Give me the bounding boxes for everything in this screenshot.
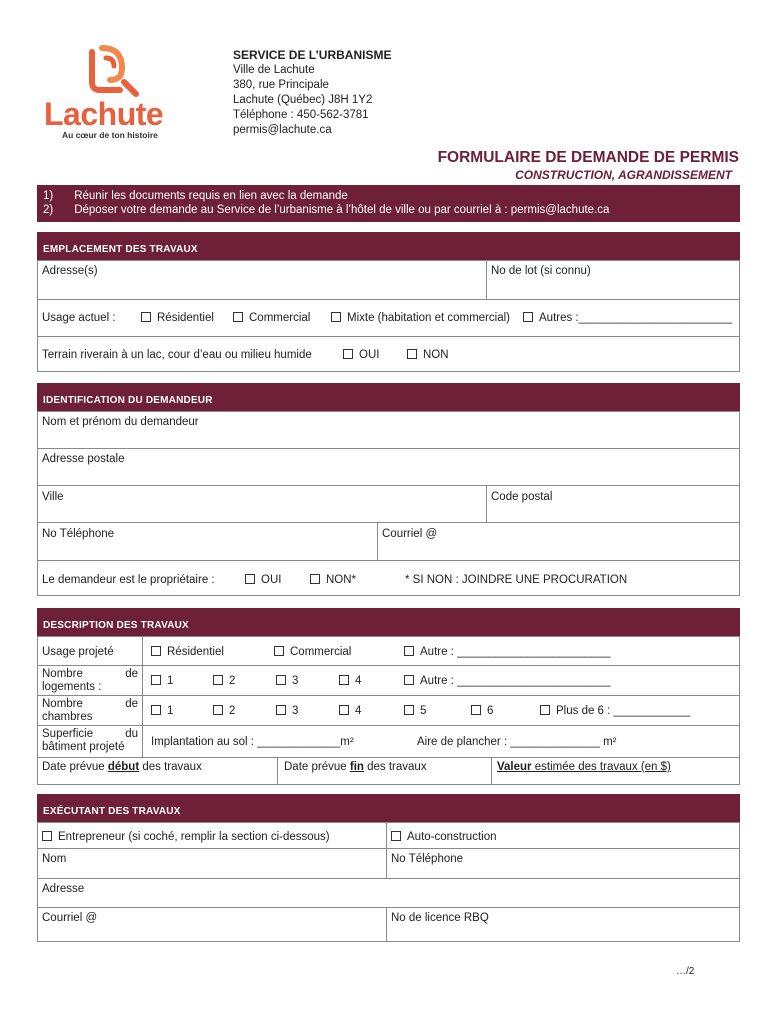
form-title: FORMULAIRE DE DEMANDE DE PERMIS [437,149,739,166]
instruction-text: Réunir les documents requis en lien avec la demande [74,190,348,202]
phone-field[interactable]: No Téléphone [42,528,115,540]
instruction-number: 2) [43,204,54,216]
email-link[interactable]: permis@lachute.ca [233,124,332,136]
usage-actuel-label: Usage actuel : [42,312,116,324]
chambres-3-checkbox[interactable]: 3 [276,705,298,717]
proprietaire-oui-checkbox[interactable]: OUI [245,574,281,586]
logements-2-checkbox[interactable]: 2 [213,675,235,687]
entrepreneur-checkbox[interactable]: Entrepreneur (si coché, remplir la section ci-dessous) [42,831,330,843]
superficie-label: Superficie du bâtiment projeté [42,728,138,753]
terrain-riverain-label: Terrain riverain à un lac, cour d’eau ou milieu humide [42,349,312,361]
aire-plancher-field[interactable]: Aire de plancher : ______________ m² [417,736,617,748]
contractor-name-field[interactable]: Nom [42,853,67,865]
usage-autres-checkbox[interactable]: Autres :________________________ [523,312,732,324]
page-number: …/2 [676,966,695,977]
usage-commercial-checkbox[interactable]: Commercial [233,312,310,324]
logements-autre-checkbox[interactable]: Autre : ________________________ [404,675,611,687]
applicant-name-field[interactable]: Nom et prénom du demandeur [42,416,199,428]
date-debut-field[interactable]: Date prévue début des travaux [42,761,202,773]
instruction-text: Déposer votre demande au Service de l’urbanisme à l’hôtel de ville ou par courriel à : permis@lachute.ca [74,204,610,216]
usage-residentiel-checkbox[interactable]: Résidentiel [141,312,214,324]
lachute-logo-mark-icon [80,42,150,102]
chambres-label: Nombre de chambres [42,698,138,723]
city-field[interactable]: Ville [42,491,64,503]
projet-residentiel-checkbox[interactable]: Résidentiel [151,646,224,658]
section-heading-description: DESCRIPTION DES TRAVAUX [37,608,740,636]
address-line: 380, rue Principale [233,79,329,91]
logements-label: Nombre de logements : [42,668,138,693]
terrain-non-checkbox[interactable]: NON [407,349,449,361]
projet-commercial-checkbox[interactable]: Commercial [274,646,351,658]
contractor-email-field[interactable]: Courriel @ [42,912,98,924]
logo-tagline: Au cœur de ton histoire [62,130,158,140]
proprietaire-label: Le demandeur est le propriétaire : [42,574,215,586]
projet-autre-checkbox[interactable]: Autre : ________________________ [404,646,611,658]
identification-box [37,411,740,596]
address-field[interactable]: Adresse(s) [42,265,98,277]
section-heading-executant: EXÉCUTANT DES TRAVAUX [37,794,740,822]
chambres-2-checkbox[interactable]: 2 [213,705,235,717]
lot-number-field[interactable]: No de lot (si connu) [491,265,591,277]
chambres-6-checkbox[interactable]: 6 [471,705,493,717]
valeur-field[interactable]: Valeur estimée des travaux (en $) [497,761,671,773]
chambres-5-checkbox[interactable]: 5 [404,705,426,717]
address-line: Lachute (Québec) J8H 1Y2 [233,94,373,106]
form-subtitle: CONSTRUCTION, AGRANDISSEMENT [515,168,732,182]
implantation-field[interactable]: Implantation au sol : _____________m² [151,736,354,748]
proprietaire-non-checkbox[interactable]: NON* [310,574,356,586]
chambres-4-checkbox[interactable]: 4 [339,705,361,717]
section-heading-identification: IDENTIFICATION DU DEMANDEUR [37,383,740,411]
postal-code-field[interactable]: Code postal [491,491,553,503]
chambres-1-checkbox[interactable]: 1 [151,705,173,717]
contractor-address-field[interactable]: Adresse [42,883,85,895]
email-field[interactable]: Courriel @ [382,528,438,540]
logements-4-checkbox[interactable]: 4 [339,675,361,687]
logo [44,42,184,142]
contractor-phone-field[interactable]: No Téléphone [391,853,464,865]
chambres-plus-checkbox[interactable]: Plus de 6 : ____________ [540,705,690,717]
auto-construction-checkbox[interactable]: Auto-construction [391,831,497,843]
date-fin-field[interactable]: Date prévue fin des travaux [284,761,427,773]
department-block [233,48,391,138]
logo-text: Lachute [44,96,164,132]
procuration-note: * SI NON : JOINDRE UNE PROCURATION [405,574,628,586]
logements-1-checkbox[interactable]: 1 [151,675,173,687]
logements-3-checkbox[interactable]: 3 [276,675,298,687]
address-line: Ville de Lachute [233,64,315,76]
usage-projete-label: Usage projeté [42,646,114,658]
postal-address-field[interactable]: Adresse postale [42,453,125,465]
address-line: Téléphone : 450-562-3781 [233,109,369,121]
instructions-banner [37,185,740,222]
rbq-licence-field[interactable]: No de licence RBQ [391,912,489,924]
section-heading-emplacement: EMPLACEMENT DES TRAVAUX [37,232,740,260]
terrain-oui-checkbox[interactable]: OUI [343,349,379,361]
usage-mixte-checkbox[interactable]: Mixte (habitation et commercial) [331,312,510,324]
instruction-number: 1) [43,190,54,202]
department-title: SERVICE DE L’URBANISME [233,48,392,62]
